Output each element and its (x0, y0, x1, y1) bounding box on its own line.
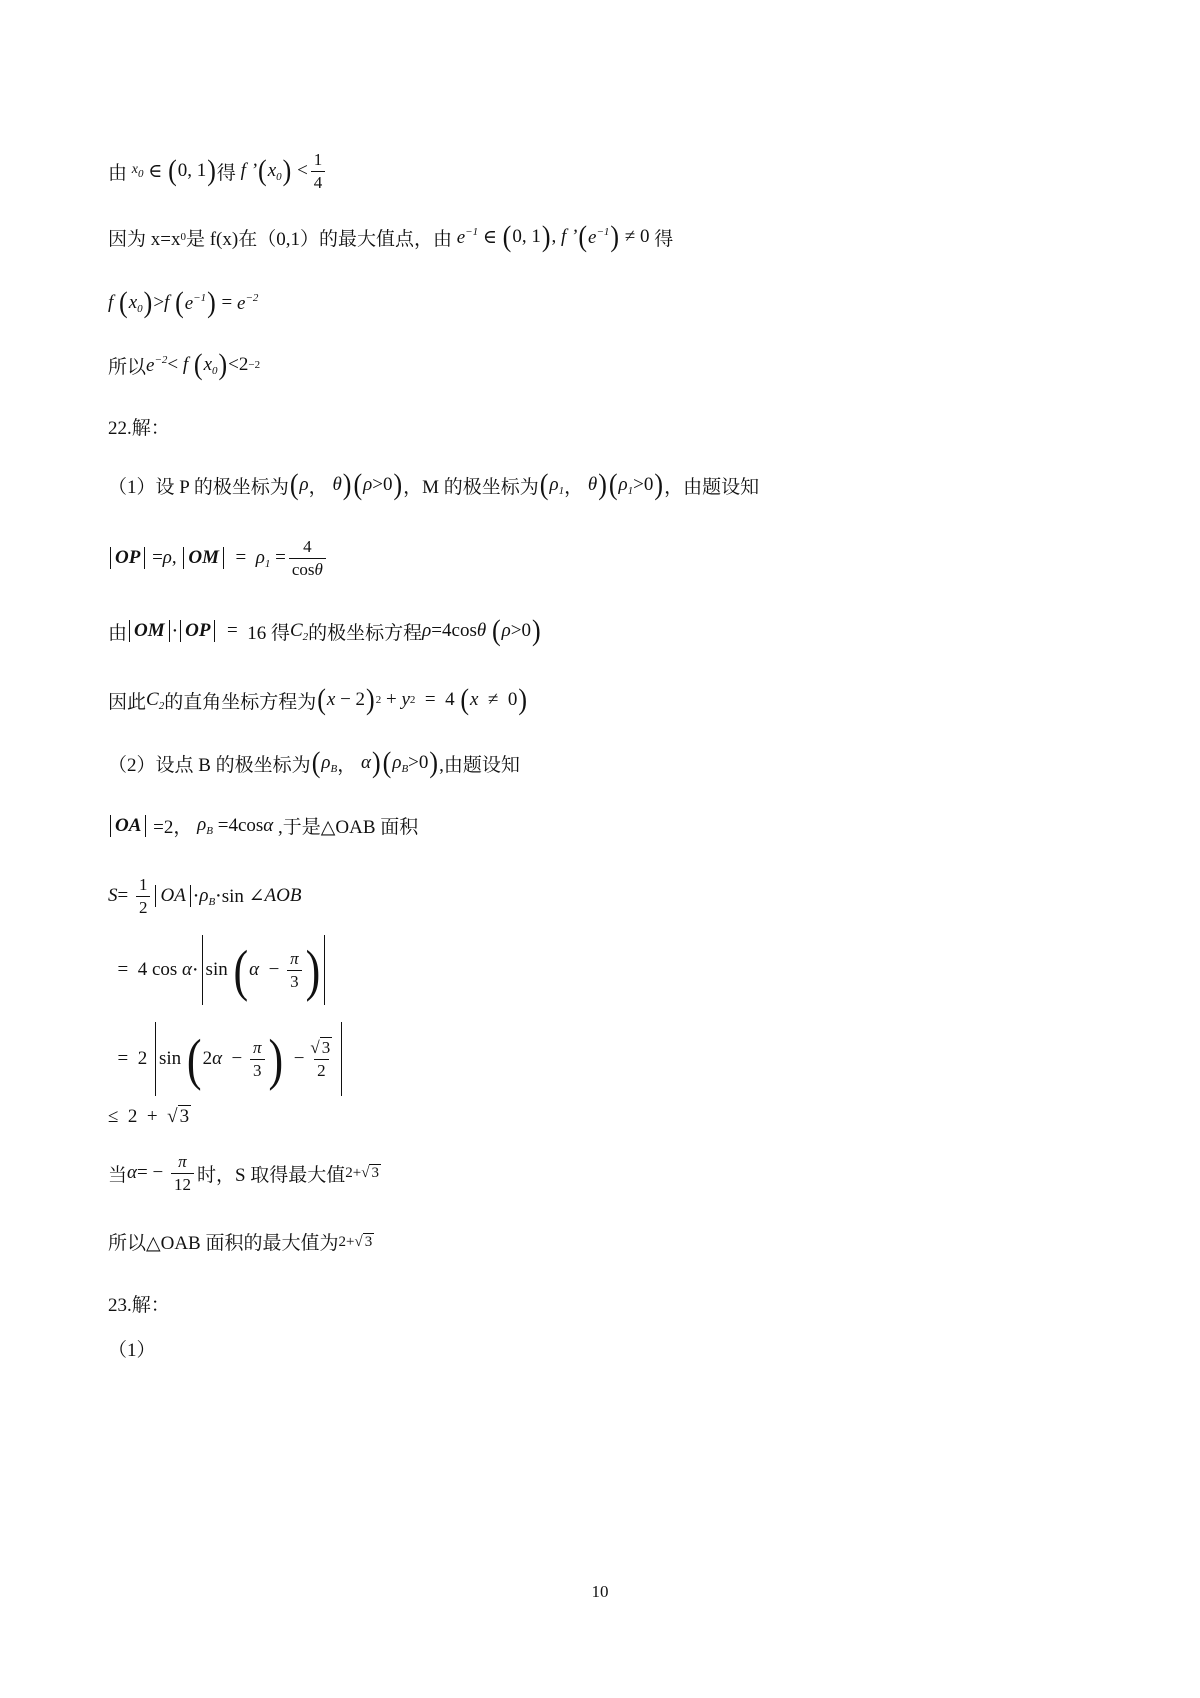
line-7: OP = ρ , OM = $\rho_1$ = $\frac{4}{\cos\theta}$ (108, 537, 329, 579)
line-15: ≤ 2 + √ 3 (108, 1105, 190, 1127)
line-4: 所以 $e^{-2}$ < f ( $x_0$ ) <2 −2 (108, 347, 261, 382)
line-3: f ( $x_0$ ) > f ( $e^{-1}$ ) = $e^{-2}$ (108, 285, 259, 320)
line-9: 因此 $C_2$ 的直角坐标方程为 ( x − 2 ) 2 + y 2 = 4 ( x ≠ 0 ) (108, 682, 528, 717)
line-1: 由 $x_0$ ∈ ( 0, 1 ) 得 f ’ ( $x_0$ ) < $\frac{1}{4}$ (108, 150, 328, 192)
heading-23: 23.解： (108, 1295, 170, 1316)
line-16: 当 α = − $\frac{\pi}{12}$ 时，S 取得最大值 2+√ 3 (108, 1152, 379, 1194)
fraction-one-quarter: $\frac{1}{4}$ (311, 150, 326, 192)
line-14: = 2 sin ( 2 α − $\frac{\pi}{3}$ ) − $\frac{√ 3}{2}$ (108, 1022, 345, 1096)
page-number: 10 (591, 1582, 609, 1601)
fraction-4-over-cos: $\frac{4}{\cos\theta}$ (289, 537, 326, 579)
line-6: （1）设 P 的极坐标为 ( ρ ， θ ) ( ρ >0 ) ，M 的极坐标为 ( $\rho_1$ ， θ ) ( $\rho_1$ >0 ) ，由题设知 (108, 467, 760, 502)
line-11: OA =2， $\rho_B$ =4cos α ,于是△OAB 面积 (108, 812, 418, 839)
heading-22: 22.解： (108, 418, 170, 439)
line-12: S = $\frac{1}{2}$ OA ⋅ $\rho_B$ ⋅ sin ∠ AOB (108, 875, 302, 917)
line-19: （1） (108, 1340, 156, 1361)
line-8: 由 OM ⋅ OP = 16 得 $C_2$ 的极坐标方程 ρ =4cos θ ( ρ >0 ) (108, 613, 541, 648)
line-2: 因为 x=x 0 是 f(x)在（0,1）的最大值点，由 $e^{-1}$ ∈ ( 0, 1 ) , f ’ ( $e^{-1}$ ) ≠ 0 得 (108, 219, 674, 254)
line-13: = 4 cos α ⋅ sin ( α − $\frac{\pi}{3}$ ) (108, 935, 328, 1005)
line-10: （2）设点 B 的极坐标为 ( $\rho_B$ ， α ) ( $\rho_B$ >0 ) ,由题设知 (108, 745, 520, 780)
line-17: 所以△OAB 面积的最大值为 2+√ 3 (108, 1233, 373, 1254)
